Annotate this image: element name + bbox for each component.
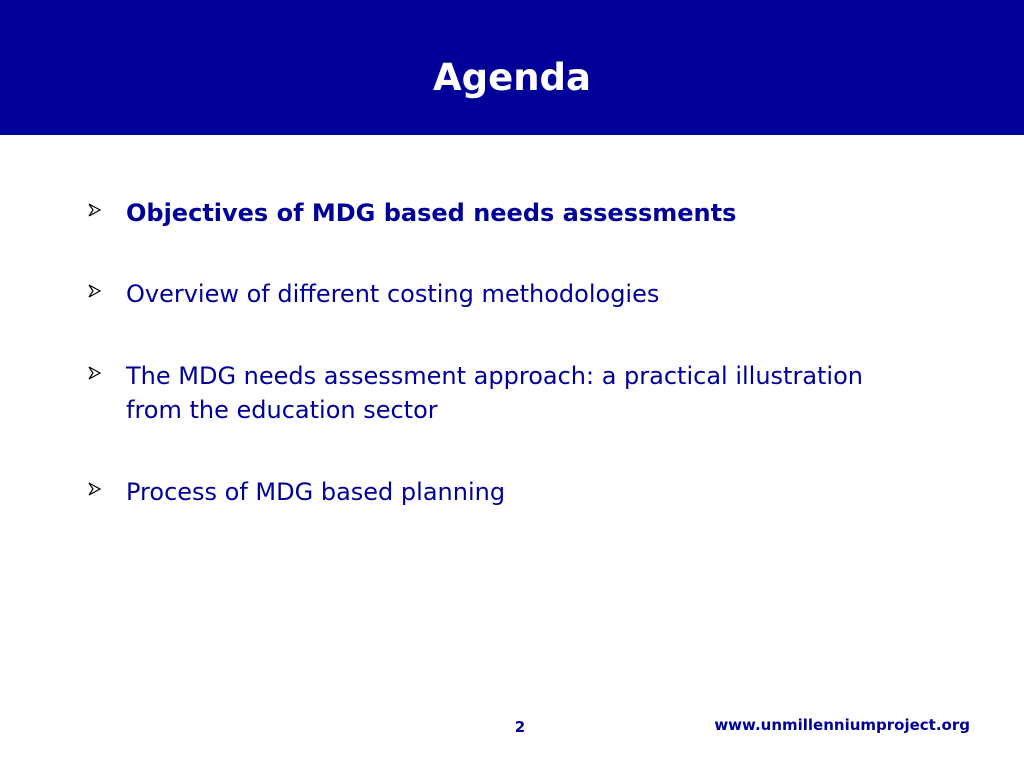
arrowhead-bullet-icon xyxy=(88,366,102,380)
arrowhead-bullet-icon xyxy=(88,284,102,298)
arrowhead-bullet-icon xyxy=(88,482,102,496)
arrowhead-bullet-icon xyxy=(88,203,102,217)
page-number: 2 xyxy=(514,718,526,736)
agenda-item-text: Overview of different costing methodologies xyxy=(126,280,660,308)
agenda-item-text: Process of MDG based planning xyxy=(126,478,506,506)
agenda-item-text: Objectives of MDG based needs assessments xyxy=(126,199,737,227)
slide-title: Agenda xyxy=(432,56,591,99)
agenda-item-text: The MDG needs assessment approach: a practical illustration from the education sector xyxy=(126,362,863,424)
footer-url: www.unmillenniumproject.org xyxy=(714,716,970,734)
